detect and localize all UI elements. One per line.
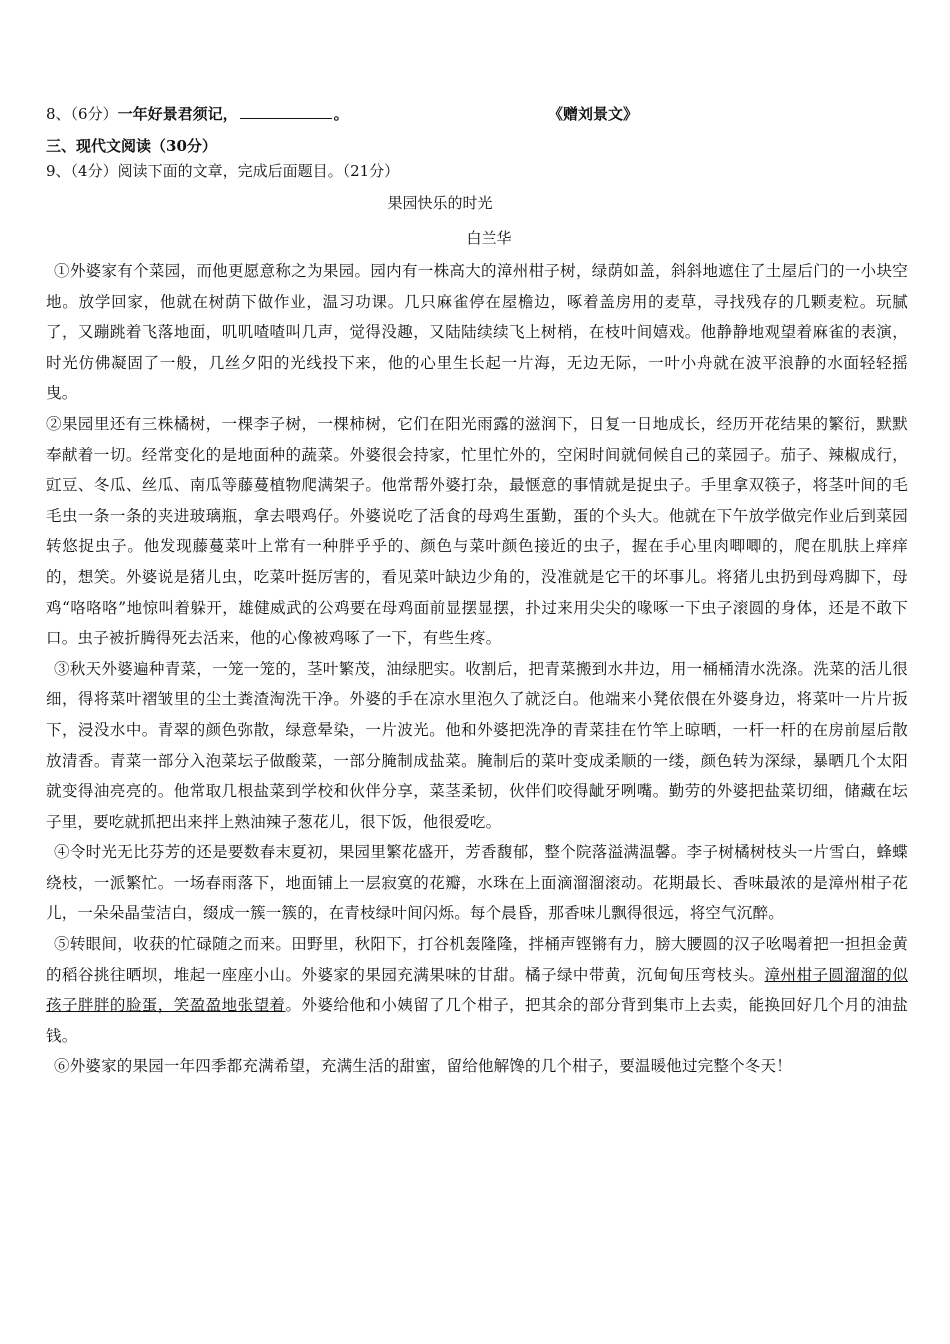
question-8-end: 。 (333, 105, 349, 123)
question-8 (46, 103, 906, 125)
question-9-text: 9、（4分）阅读下面的文章，完成后面题目。（21分） (46, 162, 400, 180)
article-body (46, 256, 908, 1082)
underlined-sentence: 漳州柑子圆溜溜的似孩子胖胖的脸蛋，笑盈盈地张望着 (46, 965, 908, 1015)
paragraph-3: ③秋天外婆遍种青菜，一笼一笼的，茎叶繁茂，油绿肥实。收割后，把青菜搬到水井边，用一桶桶清水洗涤。洗菜的活儿很细，得将菜叶褶皱里的尘土粪渣淘洗干净。外婆的手在凉水里泡久了就泛白。他端来小凳依偎在外婆身边，将菜叶一片片扳下，浸没水中。青翠的颜色弥散，绿意晕染，一片波光。他和外婆把洗净的青菜挂在竹竿上晾晒，一杆一杆的在房前屋后散放清香。青菜一部分入泡菜坛子做酸菜，一部分腌制成盐菜。腌制后的菜叶变成柔顺的一缕，颜色转为深绿，暴晒几个太阳就变得油亮亮的。他常取几根盐菜到学校和伙伴分享，菜茎柔韧，伙伴们咬得龇牙咧嘴。勤劳的外婆把盐菜切细，储藏在坛子里，要吃就抓把出来拌上熟油辣子葱花儿，很下饭，他很爱吃。 (46, 659, 908, 831)
paragraph-6: ⑥外婆家的果园一年四季都充满希望，充满生活的甜蜜，留给他解馋的几个柑子，要温暖他过完整个冬天！ (54, 1057, 792, 1076)
article-author-wrap (0, 227, 950, 248)
article-title-wrap (0, 192, 950, 213)
paragraph-4: ④令时光无比芬芳的还是要数春末夏初，果园里繁花盛开，芳香馥郁，整个院落溢满温馨。李子树橘树枝头一片雪白，蜂蝶绕枝，一派繁忙。一场春雨落下，地面铺上一层寂寞的花瓣，水珠在上面滴溜溜滚动。花期最长、香味最浓的是漳州柑子花儿，一朵朵晶莹洁白，缀成一簇一簇的，在青枝绿叶间闪烁。每个晨昏，那香味儿飘得很远，将空气沉醉。 (46, 843, 908, 923)
answer-blank[interactable] (240, 104, 332, 119)
paragraph-5-part-1: ⑤转眼间，收获的忙碌随之而来。田野里，秋阳下，打谷机轰隆隆，拌桶声铿锵有力，膀大腰圆的汉子吆喝着把一担担金黄的稻谷挑往晒坝，堆起一座座小山。外婆家的果园充满果味的甘甜。橘子绿中带黄，沉甸甸压弯枝头。 (46, 935, 908, 984)
paragraph-5-part-2: 。外婆给他和小姨留了几个柑子，把其余的部分背到集市上去卖，能换回好几个月的油盐钱。 (46, 996, 908, 1045)
article-title: 果园快乐的时光 (387, 194, 493, 212)
article-author: 白兰华 (466, 229, 512, 247)
question-8-points: （6分） (70, 105, 118, 123)
section-3-heading: 三、现代文阅读（30分） (46, 137, 217, 155)
paragraph-5 (46, 929, 908, 1051)
question-8-stem: 一年好景君须记， (117, 105, 238, 123)
question-8-source: 《赠刘景文》 (548, 105, 639, 123)
paragraph-2: ②果园里还有三株橘树，一棵李子树，一棵柿树，它们在阳光雨露的滋润下，日复一日地成长，经历开花结果的繁衍，默默奉献着一切。经常变化的是地面种的蔬菜。外婆很会持家，忙里忙外的，空闲时间就伺候自己的菜园子。茄子、辣椒成行，豇豆、冬瓜、丝瓜、南瓜等藤蔓植物爬满架子。他常帮外婆打杂，最惬意的事情就是捉虫子。手里拿双筷子，将茎叶间的毛毛虫一条一条的夹进玻璃瓶，拿去喂鸡仔。外婆说吃了活食的母鸡生蛋勤，蛋的个头大。他就在下午放学做完作业后到菜园转悠捉虫子。他发现藤蔓菜叶上常有一种胖乎乎的、颜色与菜叶颜色接近的虫子，握在手心里肉唧唧的，爬在肌肤上痒痒的，想笑。外婆说是猪儿虫，吃菜叶挺厉害的，看见菜叶缺边少角的，没准就是它干的坏事儿。将猪儿虫扔到母鸡脚下，母鸡“咯咯咯”地惊叫着躲开，雄健威武的公鸡要在母鸡面前显摆显摆，扑过来用尖尖的喙啄一下虫子滚圆的身体，还是不敢下口。虫子被折腾得死去活来，他的心像被鸡啄了一下，有些生疼。 (46, 414, 908, 648)
question-8-number: 8、 (46, 105, 71, 123)
paragraph-1: ①外婆家有个菜园，而他更愿意称之为果园。园内有一株高大的漳州柑子树，绿荫如盖，斜斜地遮住了土屋后门的一小块空地。放学回家，他就在树荫下做作业，温习功课。几只麻雀停在屋檐边，啄着盖房用的麦草，寻找残存的几颗麦粒。玩腻了，又蹦跳着飞落地面，叽叽喳喳叫几声，觉得没趣，又陆陆续续飞上树梢，在枝叶间嬉戏。他静静地观望着麻雀的表演，时光仿佛凝固了一般，几丝夕阳的光线投下来，他的心里生长起一片海，无边无际，一叶小舟就在波平浪静的水面轻轻摇曳。 (46, 262, 908, 403)
